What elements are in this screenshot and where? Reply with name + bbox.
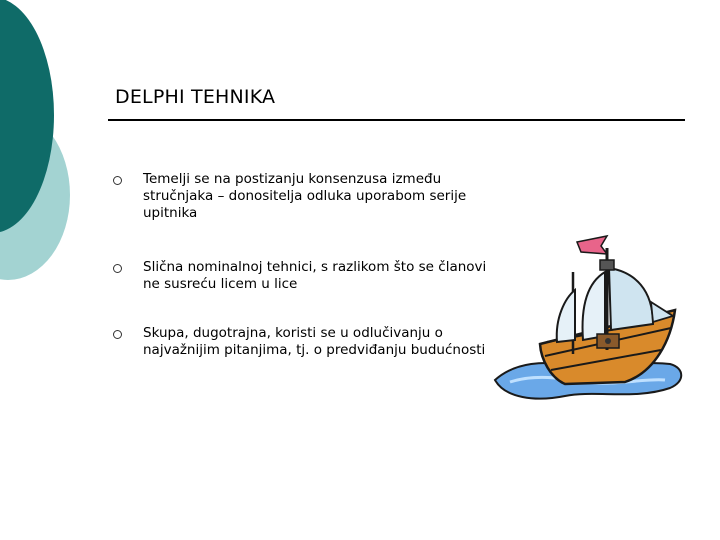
title-divider — [108, 119, 685, 121]
circle-bullet-icon — [113, 330, 122, 339]
bullet-text: Temelji se na postizanju konsenzusa između stručnjaka – donositelja odluka uporabom serije upitnika — [143, 171, 467, 221]
left-circles-decoration — [0, 0, 90, 300]
sailing-ship-icon — [485, 232, 690, 407]
bullet-text: Skupa, dugotrajna, koristi se u odlučivanju o najvažnijim pitanjima, tj. o predviđanju budućnosti — [143, 325, 486, 358]
circle-bullet-icon — [113, 264, 122, 273]
bullet-text: Slična nominalnoj tehnici, s razlikom što se članovi ne susreću licem u lice — [143, 259, 487, 292]
circle-bullet-icon — [113, 176, 122, 185]
slide-title: DELPHI TEHNIKA — [115, 86, 276, 108]
